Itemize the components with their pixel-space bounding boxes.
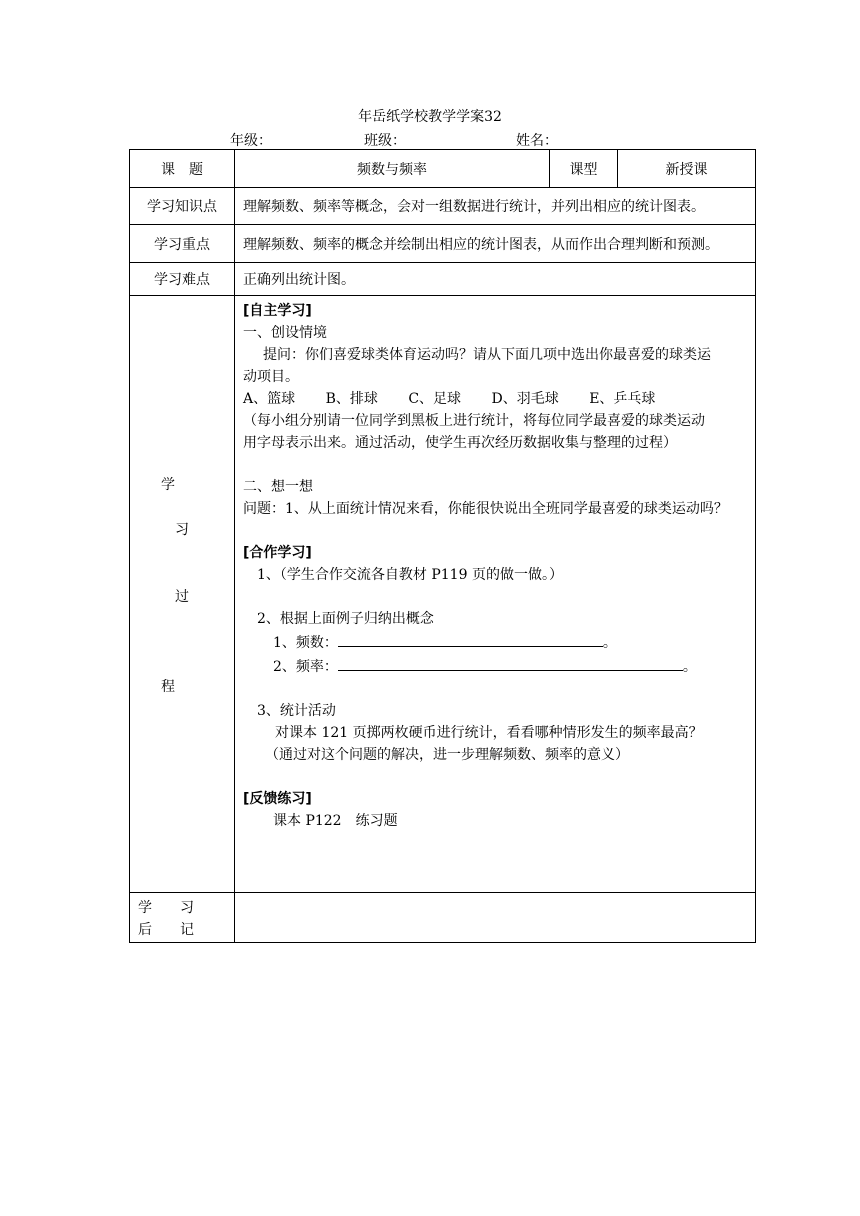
question-line-1: 提问：你们喜爱球类体育运动吗？请从下面几项中选出你最喜爱的球类运 — [263, 347, 711, 363]
notes-row — [130, 893, 756, 943]
question-line-2: 动项目。 — [243, 369, 299, 385]
section-1-heading: 一、创设情境 — [243, 325, 327, 341]
class-label: 班级： — [364, 133, 406, 149]
exercise-line: 课本 P122 练习题 — [273, 813, 398, 829]
topic-label: 课 题 — [130, 150, 235, 188]
knowledge-row — [130, 188, 756, 225]
freq-count-blank — [338, 630, 603, 647]
knowledge-value: 理解频数、频率等概念，会对一组数据进行统计，并列出相应的统计图表。 — [235, 188, 756, 225]
process-char-3: 过 — [175, 589, 189, 605]
freq-count-line — [243, 630, 747, 654]
coop-heading: [合作学习] — [243, 545, 312, 561]
type-label: 课型 — [550, 150, 618, 188]
name-label: 姓名： — [516, 133, 558, 149]
page-title: 年岳纸学校教学学案32 — [358, 109, 502, 125]
option-b: B、排球 — [325, 391, 378, 407]
freq-rate-blank — [338, 654, 683, 671]
note-line-1: （每小组分别请一位同学到黑板上进行统计，将每位同学最喜爱的球类运动 — [243, 413, 705, 429]
process-char-1: 学 — [161, 477, 175, 493]
notes-label — [130, 893, 235, 943]
type-value: 新授课 — [618, 150, 756, 188]
grade-label: 年级： — [230, 133, 272, 149]
self-study-heading: [自主学习] — [243, 303, 312, 319]
coop-item-2: 2、根据上面例子归纳出概念 — [257, 611, 434, 627]
topic-row — [130, 150, 756, 188]
process-label — [130, 296, 235, 893]
freq-count-period: 。 — [602, 635, 617, 651]
knowledge-label: 学习知识点 — [130, 188, 235, 225]
coop-item-1: 1、（学生合作交流各自教材 P119 页的做一做。） — [257, 567, 563, 583]
process-content — [235, 296, 756, 893]
freq-rate-label: 2、频率： — [273, 659, 338, 675]
feedback-heading: [反馈练习] — [243, 791, 312, 807]
topic-value: 频数与频率 — [235, 150, 550, 188]
lesson-table — [129, 149, 756, 943]
option-e: E、乒乓球 — [589, 391, 656, 407]
difficulty-label: 学习难点 — [130, 263, 235, 296]
problem-line: 问题：1、从上面统计情况来看，你能很快说出全班同学最喜爱的球类运动吗？ — [243, 501, 728, 517]
note-line-2: 用字母表示出来。通过活动，使学生再次经历数据收集与整理的过程） — [243, 435, 677, 451]
notes-label-line-2: 后 记 — [138, 922, 194, 938]
option-a: A、篮球 — [243, 391, 296, 407]
focus-label: 学习重点 — [130, 225, 235, 263]
section-2-heading: 二、想一想 — [243, 479, 313, 495]
notes-label-line-1: 学 习 — [138, 900, 194, 916]
focus-row — [130, 225, 756, 263]
coop-item-3: 3、统计活动 — [257, 703, 336, 719]
focus-value: 理解频数、频率的概念并绘制出相应的统计图表，从而作出合理判断和预测。 — [235, 225, 756, 263]
options-line — [243, 388, 747, 410]
activity-line-2: （通过对这个问题的解决，进一步理解频数、频率的意义） — [265, 747, 629, 763]
difficulty-row — [130, 263, 756, 296]
process-char-2: 习 — [175, 522, 189, 538]
activity-line-1: 对课本 121 页掷两枚硬币进行统计，看看哪种情形发生的频率最高？ — [275, 725, 703, 741]
freq-rate-line — [243, 654, 747, 678]
option-d: D、羽毛球 — [491, 391, 559, 407]
freq-rate-period: 。 — [682, 659, 697, 675]
process-char-4: 程 — [161, 679, 175, 695]
notes-content — [235, 893, 756, 943]
process-row — [130, 296, 756, 893]
option-c: C、足球 — [408, 391, 462, 407]
freq-count-label: 1、频数： — [273, 635, 338, 651]
difficulty-value: 正确列出统计图。 — [235, 263, 756, 296]
